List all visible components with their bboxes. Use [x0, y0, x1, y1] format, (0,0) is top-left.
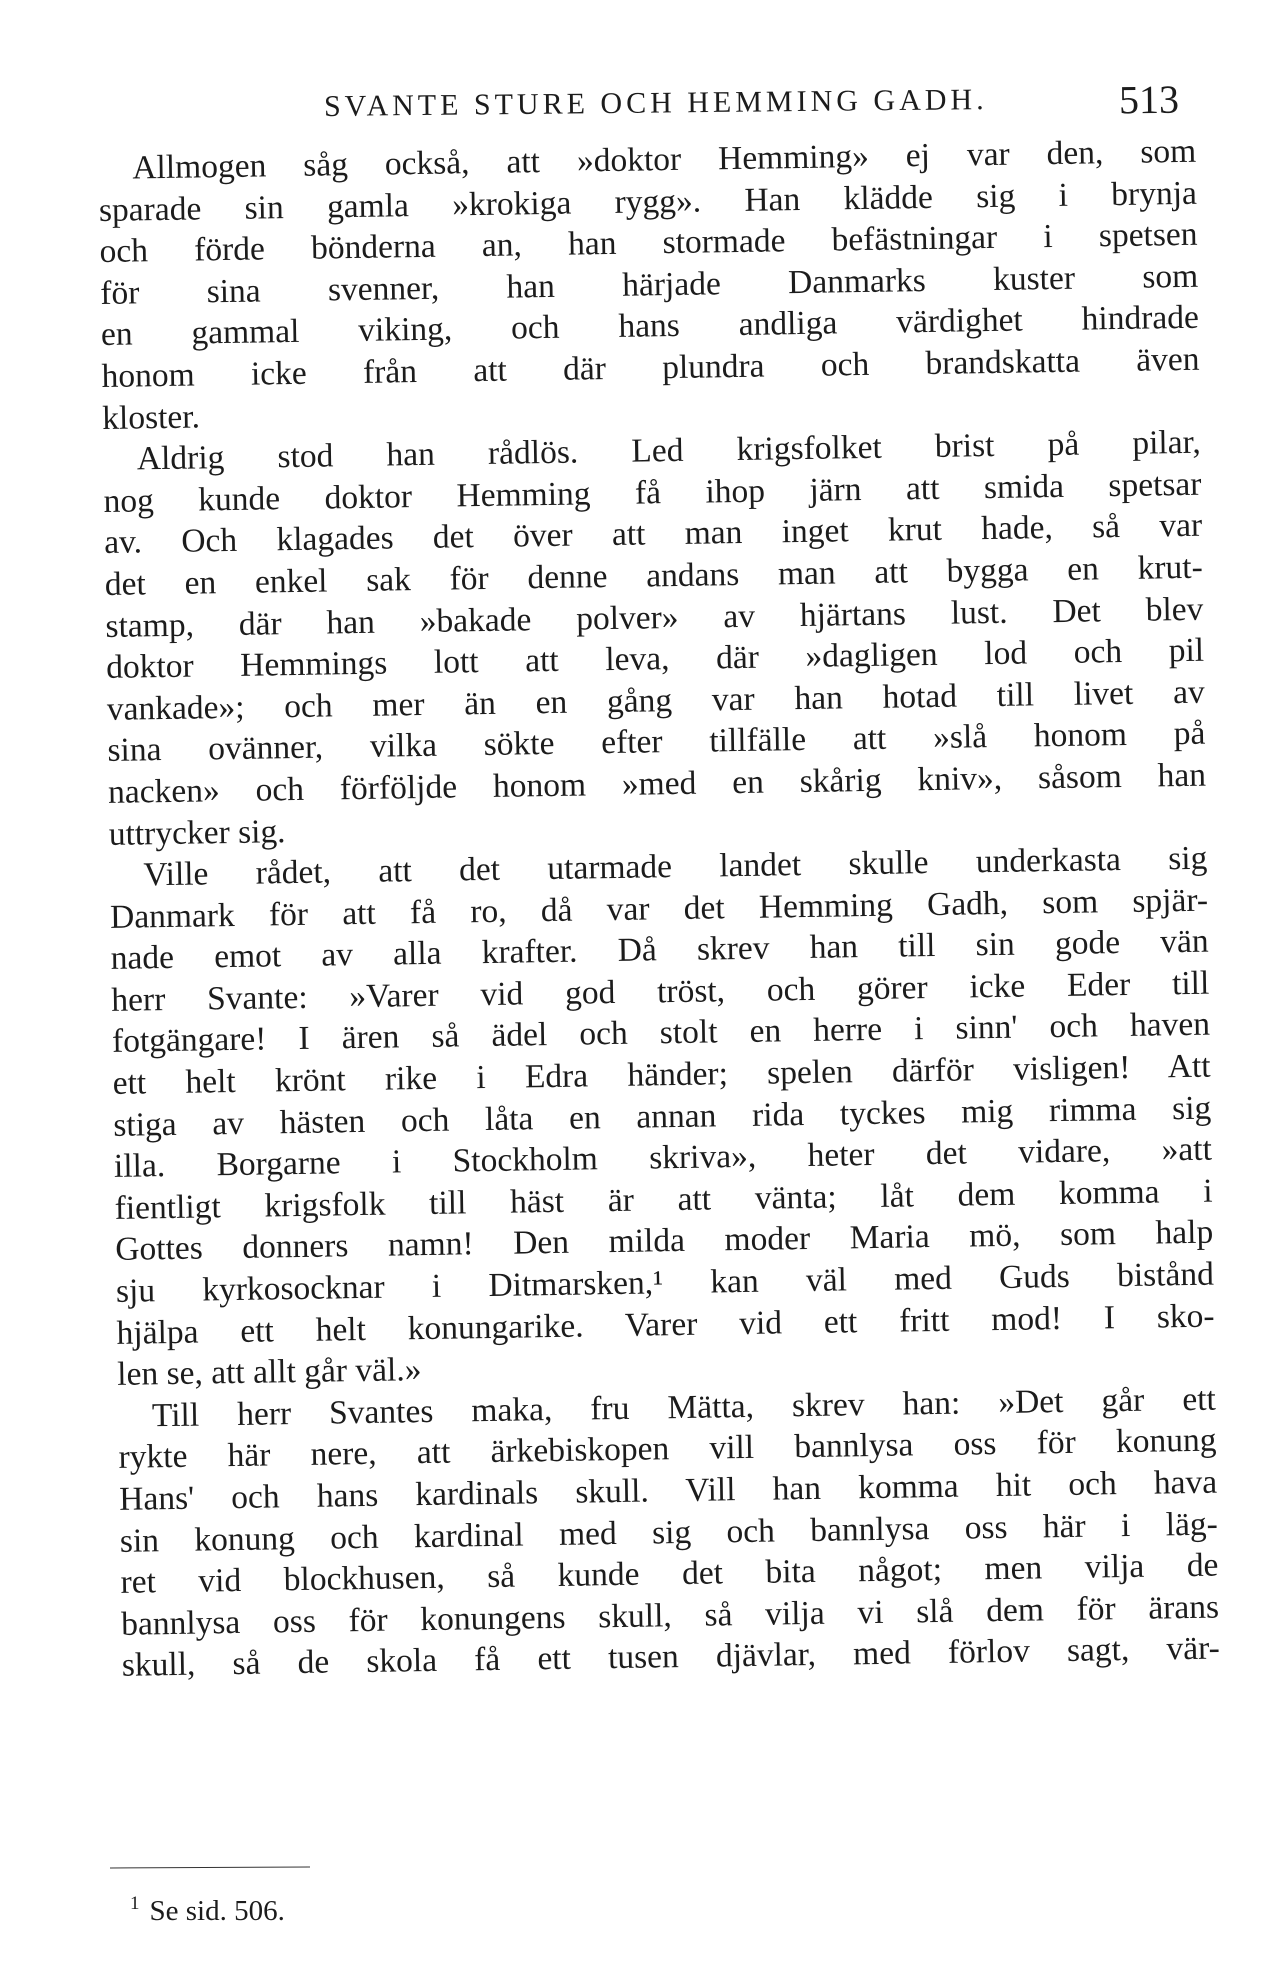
text-line: rykte här nere, att ärkebiskopen vill bannlysa oss för konung — [118, 1422, 1217, 1477]
text-line: Till herr Svantes maka, fru Mätta, skrev han: »Det går ett — [151, 1380, 1217, 1435]
text-line: nade emot av alla krafter. Då skrev han till sin gode vän — [110, 922, 1209, 978]
text-line: kloster. — [101, 397, 201, 437]
text-line: vankade»; och mer än en gång var han hotad till livet av — [106, 673, 1205, 728]
text-line: uttrycker sig. — [108, 812, 286, 853]
running-head-title: SVANTE STURE OCH HEMMING GADH. — [323, 83, 988, 123]
body-text — [98, 131, 1220, 1687]
text-line: ett helt krönt rike i Edra händer; spelen därför visligen! Att — [112, 1047, 1211, 1102]
text-line: bannlysa oss för konungens skull, så vilja vi slå dem för ärans — [120, 1588, 1220, 1643]
text-line: nacken» och förföljde honom »med en skårig kniv», såsom han — [107, 756, 1207, 811]
text-line: ret vid blockhusen, så kunde det bita något; men vilja de — [120, 1546, 1219, 1602]
text-line: Allmogen såg också, att »doktor Hemming» ej var den, som — [132, 132, 1197, 187]
text-line: och förde bönderna an, han stormade befästningar i spetsen — [99, 215, 1198, 271]
footnote — [130, 1893, 285, 1928]
text-line: Danmark för att få ro, då var det Hemming Gadh, som spjär- — [109, 881, 1209, 936]
text-line: stiga av hästen och låta en annan rida tyckes mig rimma sig — [113, 1089, 1212, 1144]
text-line: Ville rådet, att det utarmade landet skulle underkasta sig — [143, 839, 1208, 894]
footnote-marker: 1 — [130, 1893, 140, 1914]
text-line: Gottes donners namn! Den milda moder Maria mö, som halp — [115, 1214, 1214, 1269]
text-line: stamp, där han »bakade polver» av hjärtans lust. Det blev — [105, 590, 1204, 645]
text-line: nog kunde doktor Hemming få ihop järn att smida spetsar — [103, 465, 1202, 520]
text-line: len se, att allt går väl.» — [116, 1351, 422, 1394]
text-line: av. Och klagades det över att man inget krut hade, så var — [103, 507, 1203, 562]
text-line: illa. Borgarne i Stockholm skriva», heter det vidare, »att — [113, 1130, 1213, 1186]
text-line: sina ovänner, vilka sökte efter tillfälle att »slå honom på — [107, 714, 1206, 770]
page-number: 513 — [1118, 76, 1180, 123]
running-head — [100, 76, 1199, 124]
text-line: skull, så de skola få ett tusen djävlar, med förlov sagt, vär- — [121, 1629, 1220, 1685]
text-line: det en enkel sak för denne andans man att bygga en krut- — [104, 548, 1204, 603]
text-line: sparade sin gamla »krokiga rygg». Han klädde sig i brynja — [98, 174, 1198, 229]
text-line: fotgängare! I ären så ädel och stolt en herre i sinn' och haven — [111, 1006, 1211, 1061]
text-line: honom icke från att där plundra och brandskatta även — [101, 340, 1200, 395]
text-line: för sina svenner, han härjade Danmarks kuster som — [99, 257, 1199, 312]
text-line: en gammal viking, och hans andliga värdighet hindrade — [100, 299, 1200, 354]
text-line: fientligt krigsfolk till häst är att vänta; låt dem komma i — [114, 1172, 1213, 1227]
text-line: sin konung och kardinal med sig och bannlysa oss här i läg- — [119, 1505, 1219, 1560]
text-line: Aldrig stod han rådlös. Led krigsfolket brist på pilar, — [136, 423, 1202, 478]
text-line: Hans' och hans kardinals skull. Vill han komma hit och hava — [118, 1463, 1218, 1518]
footnote-text: Se sid. 506. — [149, 1895, 285, 1927]
text-line: doktor Hemmings lott att leva, där »dagligen lod och pil — [105, 631, 1205, 687]
text-line: herr Svante: »Varer vid god tröst, och görer icke Eder till — [111, 964, 1210, 1019]
footnote-divider — [110, 1866, 310, 1868]
text-line: sju kyrkosocknar i Ditmarsken,¹ kan väl med Guds bistånd — [115, 1255, 1215, 1310]
text-line: hjälpa ett helt konungarike. Varer vid ett fritt mod! I sko- — [116, 1297, 1215, 1352]
